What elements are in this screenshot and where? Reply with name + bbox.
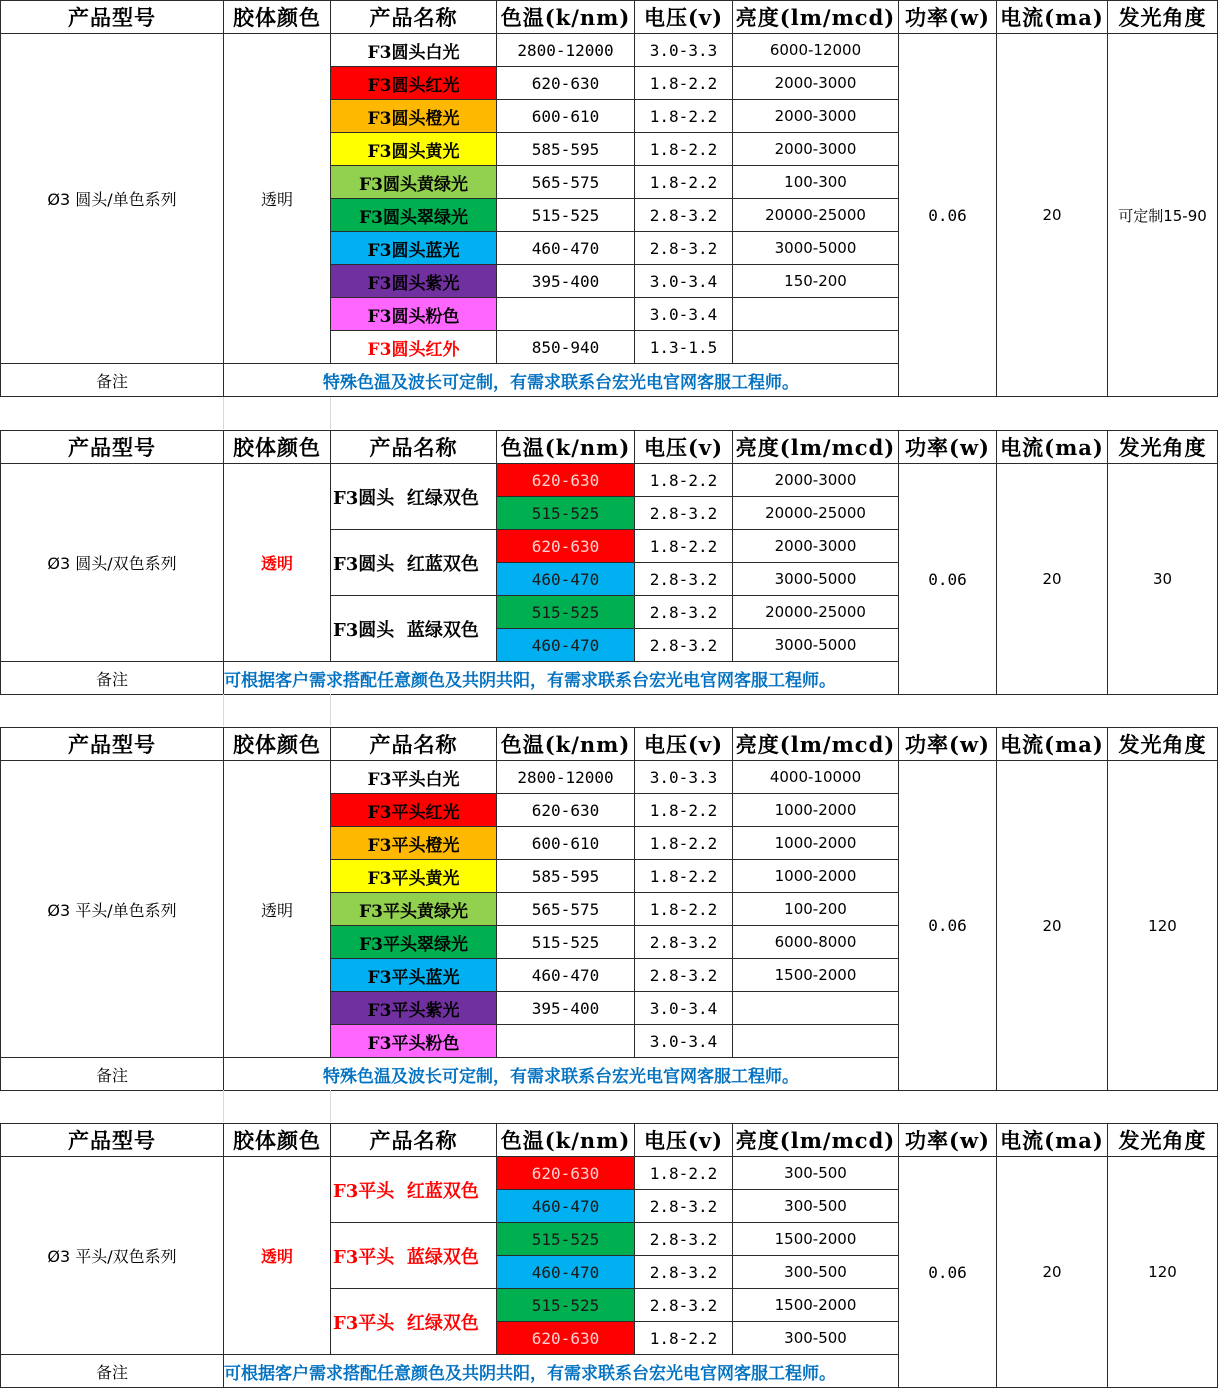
wavelength-cell: 585-595: [497, 133, 635, 166]
column-header: 产品名称: [331, 1124, 497, 1157]
wavelength-cell: 585-595: [497, 860, 635, 893]
column-header: 产品型号: [1, 431, 224, 464]
voltage-cell: 1.8-2.2: [635, 530, 733, 563]
voltage-cell: 3.0-3.4: [635, 992, 733, 1025]
product-name: F3圆头翠绿光: [331, 199, 497, 232]
column-header: 电流(ma): [997, 1124, 1108, 1157]
voltage-cell: 3.0-3.4: [635, 1025, 733, 1058]
wavelength-cell: 620-630: [497, 794, 635, 827]
column-header: 亮度(lm/mcd): [733, 431, 899, 464]
voltage-cell: 1.8-2.2: [635, 464, 733, 497]
product-name: F3圆头紫光: [331, 265, 497, 298]
product-name: F3圆头 红绿双色: [331, 464, 497, 530]
wavelength-cell: 460-470: [497, 629, 635, 662]
column-header: 功率(w): [899, 1, 997, 34]
dual-color-flat-table: [0, 1123, 1218, 1388]
luminance-cell: 100-200: [733, 893, 899, 926]
product-name: F3圆头红外: [331, 331, 497, 364]
voltage-cell: 1.8-2.2: [635, 827, 733, 860]
luminance-cell: 4000-10000: [733, 761, 899, 794]
column-header: 产品名称: [331, 728, 497, 761]
voltage-cell: 1.8-2.2: [635, 67, 733, 100]
single-color-round-table: [0, 0, 1218, 397]
voltage-cell: 2.8-3.2: [635, 629, 733, 662]
wavelength-cell: 460-470: [497, 232, 635, 265]
wavelength-cell: 620-630: [497, 1157, 635, 1190]
current-cell: 20: [997, 34, 1108, 397]
luminance-cell: 300-500: [733, 1157, 899, 1190]
product-name: F3圆头橙光: [331, 100, 497, 133]
note-text: 可根据客户需求搭配任意颜色及共阴共阳，有需求联系台宏光电官网客服工程师。: [224, 1355, 899, 1388]
voltage-cell: 1.8-2.2: [635, 133, 733, 166]
product-name: F3平头 红绿双色: [331, 1289, 497, 1355]
luminance-cell: 1500-2000: [733, 1289, 899, 1322]
luminance-cell: 6000-12000: [733, 34, 899, 67]
luminance-cell: [733, 1025, 899, 1058]
luminance-cell: 20000-25000: [733, 596, 899, 629]
luminance-cell: 1000-2000: [733, 794, 899, 827]
product-name: F3平头红光: [331, 794, 497, 827]
column-header: 色温(k/nm): [497, 728, 635, 761]
voltage-cell: 1.3-1.5: [635, 331, 733, 364]
note-label: 备注: [1, 364, 224, 397]
luminance-cell: [733, 992, 899, 1025]
product-name: F3平头白光: [331, 761, 497, 794]
model-cell: Ø3 平头/双色系列: [1, 1157, 224, 1355]
angle-cell: 30: [1108, 464, 1218, 695]
column-header: 色温(k/nm): [497, 431, 635, 464]
wavelength-cell: 515-525: [497, 1289, 635, 1322]
spacer-row: [0, 397, 1217, 429]
column-header: 电压(v): [635, 1124, 733, 1157]
column-header: 发光角度: [1108, 1124, 1218, 1157]
luminance-cell: 2000-3000: [733, 464, 899, 497]
angle-cell: 可定制15-90: [1108, 34, 1218, 397]
luminance-cell: [733, 298, 899, 331]
product-name: F3平头翠绿光: [331, 926, 497, 959]
voltage-cell: 1.8-2.2: [635, 100, 733, 133]
product-name: F3圆头蓝光: [331, 232, 497, 265]
luminance-cell: 3000-5000: [733, 232, 899, 265]
luminance-cell: 150-200: [733, 265, 899, 298]
column-header: 发光角度: [1108, 728, 1218, 761]
voltage-cell: 2.8-3.2: [635, 563, 733, 596]
column-header: 色温(k/nm): [497, 1124, 635, 1157]
column-header: 胶体颜色: [224, 728, 331, 761]
luminance-cell: [733, 331, 899, 364]
column-header: 亮度(lm/mcd): [733, 1124, 899, 1157]
voltage-cell: 1.8-2.2: [635, 794, 733, 827]
wavelength-cell: 2800-12000: [497, 761, 635, 794]
voltage-cell: 3.0-3.3: [635, 761, 733, 794]
product-name: F3平头粉色: [331, 1025, 497, 1058]
luminance-cell: 6000-8000: [733, 926, 899, 959]
luminance-cell: 2000-3000: [733, 100, 899, 133]
product-name: F3平头橙光: [331, 827, 497, 860]
product-row: [1, 761, 1218, 794]
voltage-cell: 2.8-3.2: [635, 959, 733, 992]
luminance-cell: 1000-2000: [733, 827, 899, 860]
luminance-cell: 1500-2000: [733, 959, 899, 992]
angle-cell: 120: [1108, 761, 1218, 1091]
wavelength-cell: 620-630: [497, 464, 635, 497]
voltage-cell: 2.8-3.2: [635, 1256, 733, 1289]
wavelength-cell: 620-630: [497, 1322, 635, 1355]
note-label: 备注: [1, 1355, 224, 1388]
column-header: 胶体颜色: [224, 1124, 331, 1157]
column-header: 电压(v): [635, 431, 733, 464]
luminance-cell: 1500-2000: [733, 1223, 899, 1256]
voltage-cell: 2.8-3.2: [635, 1289, 733, 1322]
product-name: F3圆头 蓝绿双色: [331, 596, 497, 662]
model-cell: Ø3 平头/单色系列: [1, 761, 224, 1058]
note-text: 可根据客户需求搭配任意颜色及共阴共阳，有需求联系台宏光电官网客服工程师。: [224, 662, 899, 695]
column-header: 胶体颜色: [224, 1, 331, 34]
note-text: 特殊色温及波长可定制，有需求联系台宏光电官网客服工程师。: [224, 1058, 899, 1091]
header-row: [1, 1, 1218, 34]
current-cell: 20: [997, 761, 1108, 1091]
voltage-cell: 1.8-2.2: [635, 1322, 733, 1355]
current-cell: 20: [997, 1157, 1108, 1388]
voltage-cell: 2.8-3.2: [635, 497, 733, 530]
body-color-cell: 透明: [224, 464, 331, 662]
wavelength-cell: 515-525: [497, 596, 635, 629]
voltage-cell: 2.8-3.2: [635, 926, 733, 959]
voltage-cell: 2.8-3.2: [635, 232, 733, 265]
power-cell: 0.06: [899, 1157, 997, 1388]
column-header: 产品型号: [1, 1124, 224, 1157]
luminance-cell: 300-500: [733, 1256, 899, 1289]
product-row: [1, 34, 1218, 67]
voltage-cell: 2.8-3.2: [635, 1223, 733, 1256]
product-name: F3平头紫光: [331, 992, 497, 1025]
product-name: F3圆头黄光: [331, 133, 497, 166]
luminance-cell: 1000-2000: [733, 860, 899, 893]
column-header: 电压(v): [635, 728, 733, 761]
luminance-cell: 2000-3000: [733, 67, 899, 100]
column-header: 产品名称: [331, 1, 497, 34]
power-cell: 0.06: [899, 464, 997, 695]
product-name: F3平头蓝光: [331, 959, 497, 992]
note-label: 备注: [1, 662, 224, 695]
wavelength-cell: 600-610: [497, 100, 635, 133]
model-cell: Ø3 圆头/双色系列: [1, 464, 224, 662]
product-name: F3圆头白光: [331, 34, 497, 67]
column-header: 电流(ma): [997, 1, 1108, 34]
dual-color-round-table: [0, 430, 1218, 695]
column-header: 产品型号: [1, 1, 224, 34]
luminance-cell: 20000-25000: [733, 497, 899, 530]
column-header: 产品名称: [331, 431, 497, 464]
wavelength-cell: 620-630: [497, 67, 635, 100]
header-row: [1, 431, 1218, 464]
voltage-cell: 2.8-3.2: [635, 199, 733, 232]
wavelength-cell: 850-940: [497, 331, 635, 364]
wavelength-cell: 460-470: [497, 1190, 635, 1223]
product-name: F3平头 蓝绿双色: [331, 1223, 497, 1289]
voltage-cell: 3.0-3.3: [635, 34, 733, 67]
wavelength-cell: [497, 298, 635, 331]
luminance-cell: 300-500: [733, 1190, 899, 1223]
product-name: F3平头黄光: [331, 860, 497, 893]
luminance-cell: 300-500: [733, 1322, 899, 1355]
column-header: 功率(w): [899, 431, 997, 464]
wavelength-cell: 460-470: [497, 959, 635, 992]
wavelength-cell: 600-610: [497, 827, 635, 860]
wavelength-cell: 565-575: [497, 893, 635, 926]
product-row: [1, 1157, 1218, 1190]
spacer-row: [0, 694, 1217, 726]
single-color-flat-table: [0, 727, 1218, 1091]
header-row: [1, 728, 1218, 761]
voltage-cell: 3.0-3.4: [635, 265, 733, 298]
luminance-cell: 3000-5000: [733, 563, 899, 596]
column-header: 电流(ma): [997, 728, 1108, 761]
wavelength-cell: 515-525: [497, 1223, 635, 1256]
luminance-cell: 100-300: [733, 166, 899, 199]
power-cell: 0.06: [899, 34, 997, 397]
voltage-cell: 1.8-2.2: [635, 166, 733, 199]
voltage-cell: 2.8-3.2: [635, 596, 733, 629]
column-header: 产品型号: [1, 728, 224, 761]
wavelength-cell: 515-525: [497, 199, 635, 232]
luminance-cell: 2000-3000: [733, 133, 899, 166]
body-color-cell: 透明: [224, 34, 331, 364]
product-name: F3平头黄绿光: [331, 893, 497, 926]
header-row: [1, 1124, 1218, 1157]
column-header: 亮度(lm/mcd): [733, 728, 899, 761]
note-text: 特殊色温及波长可定制，有需求联系台宏光电官网客服工程师。: [224, 364, 899, 397]
column-header: 电流(ma): [997, 431, 1108, 464]
luminance-cell: 20000-25000: [733, 199, 899, 232]
wavelength-cell: 565-575: [497, 166, 635, 199]
body-color-cell: 透明: [224, 761, 331, 1058]
product-name: F3平头 红蓝双色: [331, 1157, 497, 1223]
wavelength-cell: [497, 1025, 635, 1058]
column-header: 胶体颜色: [224, 431, 331, 464]
voltage-cell: 1.8-2.2: [635, 860, 733, 893]
product-name: F3圆头 红蓝双色: [331, 530, 497, 596]
model-cell: Ø3 圆头/单色系列: [1, 34, 224, 364]
wavelength-cell: 460-470: [497, 563, 635, 596]
voltage-cell: 2.8-3.2: [635, 1190, 733, 1223]
wavelength-cell: 395-400: [497, 265, 635, 298]
product-name: F3圆头粉色: [331, 298, 497, 331]
wavelength-cell: 2800-12000: [497, 34, 635, 67]
wavelength-cell: 515-525: [497, 926, 635, 959]
wavelength-cell: 620-630: [497, 530, 635, 563]
current-cell: 20: [997, 464, 1108, 695]
product-name: F3圆头红光: [331, 67, 497, 100]
wavelength-cell: 515-525: [497, 497, 635, 530]
voltage-cell: 1.8-2.2: [635, 1157, 733, 1190]
column-header: 功率(w): [899, 728, 997, 761]
power-cell: 0.06: [899, 761, 997, 1091]
luminance-cell: 3000-5000: [733, 629, 899, 662]
column-header: 发光角度: [1108, 431, 1218, 464]
spacer-row: [0, 1090, 1217, 1122]
column-header: 电压(v): [635, 1, 733, 34]
wavelength-cell: 395-400: [497, 992, 635, 1025]
column-header: 色温(k/nm): [497, 1, 635, 34]
product-name: F3圆头黄绿光: [331, 166, 497, 199]
angle-cell: 120: [1108, 1157, 1218, 1388]
column-header: 发光角度: [1108, 1, 1218, 34]
product-row: [1, 464, 1218, 497]
note-label: 备注: [1, 1058, 224, 1091]
column-header: 功率(w): [899, 1124, 997, 1157]
body-color-cell: 透明: [224, 1157, 331, 1355]
voltage-cell: 1.8-2.2: [635, 893, 733, 926]
voltage-cell: 3.0-3.4: [635, 298, 733, 331]
wavelength-cell: 460-470: [497, 1256, 635, 1289]
luminance-cell: 2000-3000: [733, 530, 899, 563]
column-header: 亮度(lm/mcd): [733, 1, 899, 34]
